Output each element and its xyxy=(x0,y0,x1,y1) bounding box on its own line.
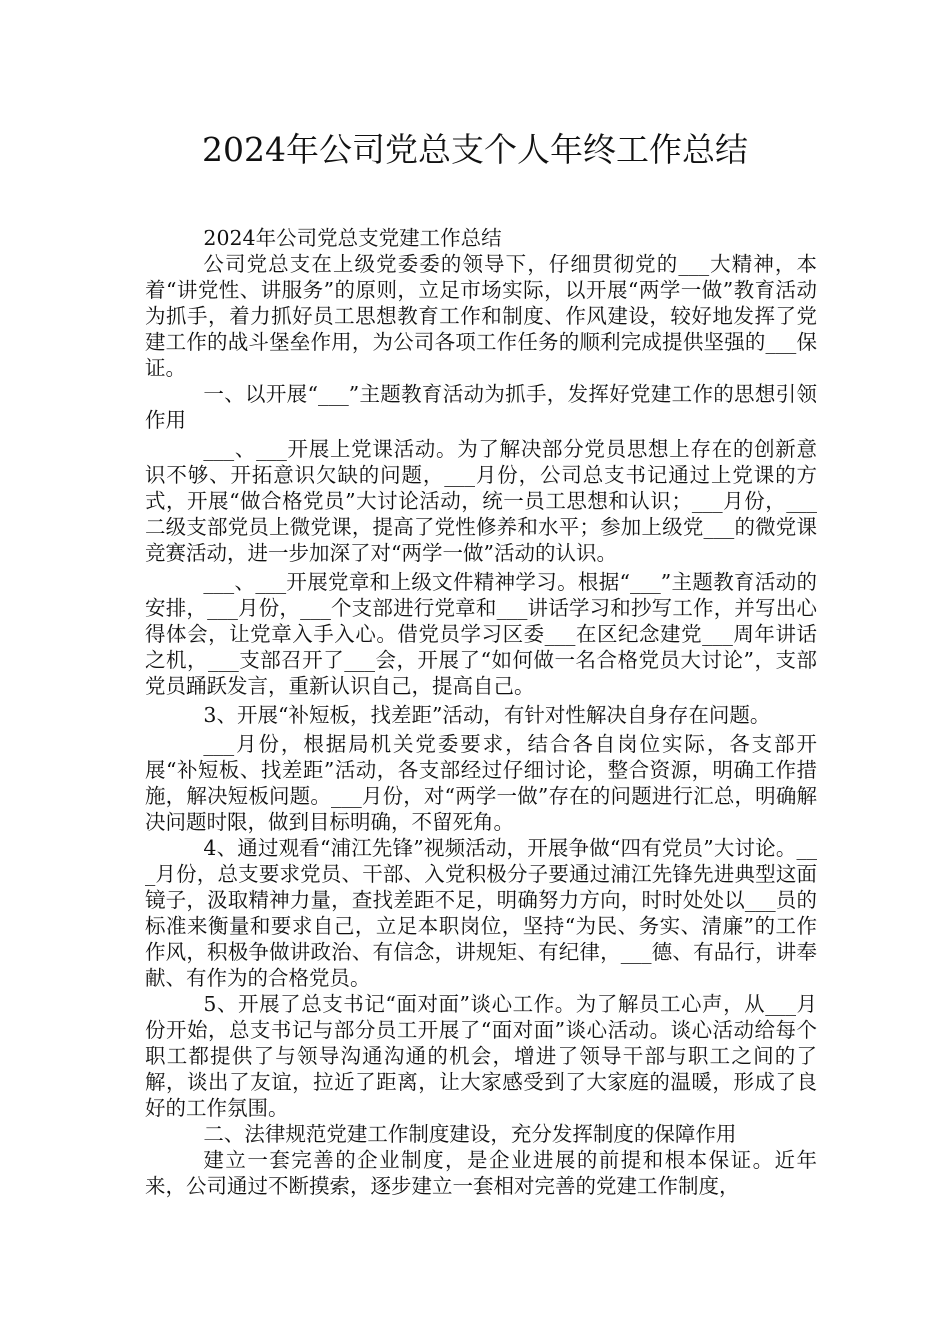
section-2-heading: 二、法律规范党建工作制度建设，充分发挥制度的保障作用 xyxy=(203,1122,737,1146)
section-1-item-3-heading: 3、开展“补短板，找差距”活动，有针对性解决自身存在问题。 xyxy=(203,703,771,727)
document-body xyxy=(145,225,817,1199)
intro-paragraph: 公司党总支在上级党委委的领导下，仔细贯彻党的___大精神，本着“讲党性、讲服务”的原则，立足市场实际，以开展“两学一做”教育活动为抓手，着力抓好员工思想教育工作和制度、作风建设，较好地发挥了党建工作的战斗堡垒作用，为公司各项工作任务的顺利完成提供坚强的___保证。 xyxy=(145,252,817,380)
section-1-heading: 一、以开展“___”主题教育活动为抓手，发挥好党建工作的思想引领作用 xyxy=(145,382,817,432)
section-1-item-1: ___、___开展上党课活动。为了解决部分党员思想上存在的创新意识不够、开拓意识欠缺的问题，___月份，公司总支书记通过上党课的方式，开展“做合格党员”大讨论活动，统一员工思想和认识；___月份，___二级支部党员上微党课，提高了党性修养和水平；参加上级党___的微党课竞赛活动，进一步加深了对“两学一做”活动的认识。 xyxy=(145,437,817,565)
section-1-item-4: 4、通过观看“浦江先锋”视频活动，开展争做“四有党员”大讨论。___月份，总支要求党员、干部、入党积极分子要通过浦江先锋先进典型这面镜子，汲取精神力量，查找差距不足，明确努力方向，时时处处以___员的标准来衡量和要求自己，立足本职岗位，坚持“为民、务实、清廉”的工作作风，积极争做讲政治、有信念，讲规矩、有纪律，___德、有品行，讲奉献、有作为的合格党员。 xyxy=(145,836,817,990)
section-1-item-3-body: ___月份，根据局机关党委要求，结合各自岗位实际，各支部开展“补短板、找差距”活动，各支部经过仔细讨论，整合资源，明确工作措施，解决短板问题。___月份，对“两学一做”存在的问题进行汇总，明确解决问题时限，做到目标明确，不留死角。 xyxy=(145,732,817,834)
section-1-item-2: ___、___开展党章和上级文件精神学习。根据“___”主题教育活动的安排，___月份，___个支部进行党章和___讲话学习和抄写工作，并写出心得体会，让党章入手入心。借党员学习区委___在区纪念建党___周年讲话之机，___支部召开了___会，开展了“如何做一名合格党员大讨论”，支部党员踊跃发言，重新认识自己，提高自己。 xyxy=(145,570,817,698)
section-1-item-5: 5、开展了总支书记“面对面”谈心工作。为了解员工心声，从___月份开始，总支书记与部分员工开展了“面对面”谈心活动。谈心活动给每个职工都提供了与领导沟通沟通的机会，增进了领导干部与职工之间的了解，谈出了友谊，拉近了距离，让大家感受到了大家庭的温暖，形成了良好的工作氛围。 xyxy=(145,992,817,1120)
section-2-body: 建立一套完善的企业制度，是企业进展的前提和根本保证。近年来，公司通过不断摸索，逐步建立一套相对完善的党建工作制度， xyxy=(145,1148,817,1198)
document-title: 2024年公司党总支个人年终工作总结 xyxy=(202,130,748,169)
subtitle-paragraph: 2024年公司党总支党建工作总结 xyxy=(203,226,502,250)
